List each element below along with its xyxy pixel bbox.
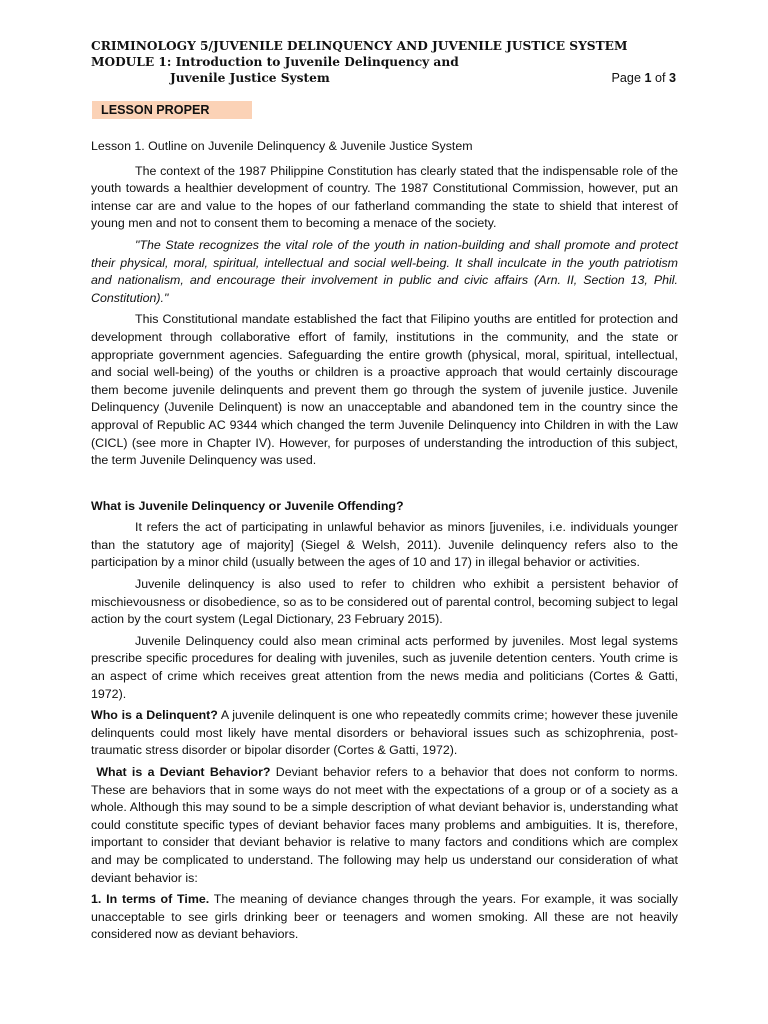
- page-total: 3: [668, 71, 676, 85]
- delinquent-lead: Who is a Delinquent?: [91, 708, 218, 723]
- page-number: [612, 70, 676, 86]
- module-title: MODULE 1: Introduction to Juvenile Delinquency and: [91, 55, 459, 69]
- page-current: 1: [644, 71, 652, 85]
- paragraph-persistent-behavior: Juvenile delinquency is also used to refer to children who exhibit a persistent behavior of mischievousness or disobedience, so as to be considered out of parental control, becoming subject to legal action by the court system (Legal Dictionary, 23 February 2015).: [91, 577, 678, 627]
- constitution-quote: "The State recognizes the vital role of the youth in nation-building and shall promote and protect their physical, moral, spiritual, intellectual and social well-being. It shall inculcate in the youth patriotism and nationalism, and encourage their involvement in public and civic affairs (Arn. II, Section 13, Phil. Constitution).": [91, 237, 678, 305]
- time-lead: 1. In terms of Time.: [91, 892, 210, 907]
- page-of-word: of: [654, 71, 666, 85]
- page-word: Page: [611, 71, 641, 85]
- section-label: LESSON PROPER: [101, 103, 210, 117]
- lesson-title: Lesson 1. Outline on Juvenile Delinquency & Juvenile Justice System: [91, 139, 473, 153]
- course-title: CRIMINOLOGY 5/JUVENILE DELINQUENCY AND JUVENILE JUSTICE SYSTEM: [91, 39, 628, 53]
- paragraph-deviant-behavior: [91, 764, 678, 887]
- paragraph-who-is-delinquent: [91, 707, 678, 760]
- body-text: [91, 138, 678, 944]
- time-text: The meaning of deviance changes through the years. For example, it was socially unacceptable to see girls drinking beer or teenagers and women smoking. All these are not heavily considered now as deviant behaviors.: [91, 892, 678, 942]
- deviant-lead: What is a Deviant Behavior?: [96, 765, 271, 779]
- paragraph-mandate: This Constitutional mandate established the fact that Filipino youths are entitled for protection and development through collaborative effort of family, institutions in the community, and the state or appropriate government agencies. Safeguarding the entire growth (physical, moral, spiritual, intellectual, and social well-being) of the youths or children is a proactive approach that would certainly discourage them become juvenile delinquents and prevent them go through the system of juvenile justice. Juvenile Delinquency (Juvenile Delinquent) is now an unacceptable and abandoned tem in the country since the approval of Republic AC 9344 which changed the term Juvenile Delinquency into Children in with the Law (CICL) (see more in Chapter IV). However, for purposes of understanding the introduction of this subject, the term Juvenile Delinquency was used.: [91, 312, 678, 468]
- module-title-continued: Juvenile Justice System: [170, 71, 330, 85]
- paragraph-definition: It refers the act of participating in unlawful behavior as minors [juveniles, i.e. individuals younger than the statutory age of majority] (Siegel & Welsh, 2011). Juvenile delinquency refers also to the participation by a minor child (usually between the ages of 10 and 17) in illegal behavior or activities.: [91, 520, 678, 570]
- paragraph-criminal-acts: Juvenile Delinquency could also mean criminal acts performed by juveniles. Most legal systems prescribe specific procedures for dealing with juveniles, such as juvenile detention centers. Youth crime is an aspect of crime which receives great attention from the news media and politicians (Cortes & Gatti, 1972).: [91, 633, 678, 701]
- section-label-box: [92, 101, 252, 119]
- paragraph-in-terms-of-time: [91, 891, 678, 944]
- deviant-text: Deviant behavior refers to a behavior that does not conform to norms. These are behaviors that in some ways do not meet with the expectations of a group or of a society as a whole. Although this may sound to be a simple description of what deviant behavior is, understanding what could constitute specific types of deviant behavior faces many problems and ambiguities. It is, therefore, important to consider that deviant behavior is relative to many factors and conditions which are complex and may be complicated to understand. The following may help us understand our consideration of what deviant behavior is:: [91, 765, 678, 885]
- section-heading-what-is: What is Juvenile Delinquency or Juvenile Offending?: [91, 498, 404, 513]
- paragraph-context: The context of the 1987 Philippine Constitution has clearly stated that the indispensable role of the youth towards a healthier development of country. The 1987 Constitutional Commission, however, put an intense car are and value to the hopes of our fatherland commanding the state to shield that interest of young men and not to consent them to becoming a menace of the society.: [91, 163, 678, 231]
- delinquent-text: A juvenile delinquent is one who repeatedly commits crime; however these juvenile delinquents could most likely have mental disorders or behavioral issues such as schizophrenia, post-traumatic stress disorder or bipolar disorder (Cortes & Gatti, 1972).: [91, 708, 678, 758]
